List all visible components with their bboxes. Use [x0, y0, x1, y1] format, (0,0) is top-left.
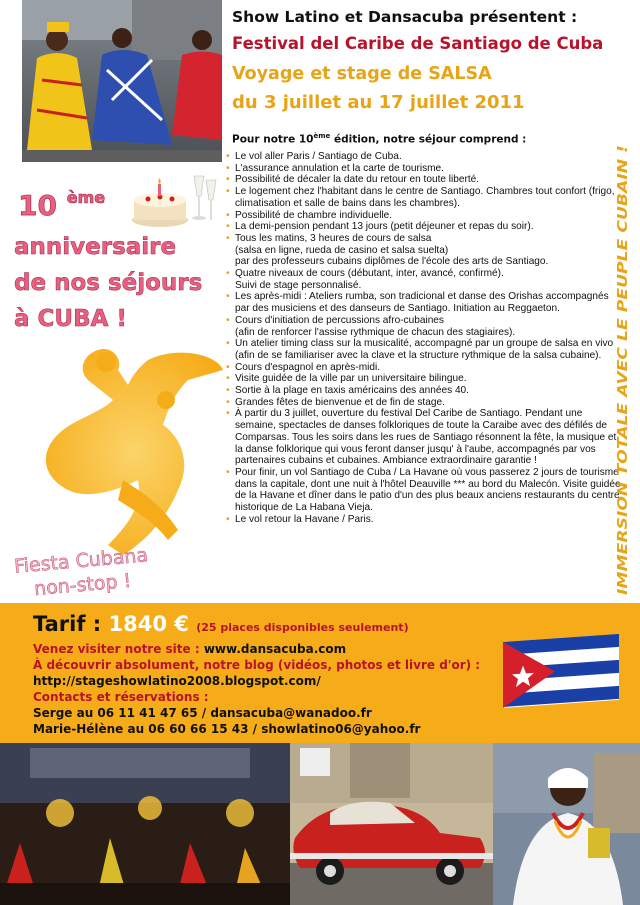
included-item: • Cours d'espagnol en après-midi.	[226, 362, 622, 374]
intro-text: Pour notre 10ème édition, notre séjour comprend :	[232, 132, 527, 146]
anniversary-number: 10 $^{ème}$	[18, 188, 106, 222]
included-item: • Possibilité de chambre individuelle.	[226, 210, 622, 222]
places-note: (25 places disponibles seulement)	[196, 621, 409, 634]
trip-subtitle: Voyage et stage de SALSA	[232, 64, 492, 84]
included-item: • À partir du 3 juillet, ouverture du festival Del Caribe de Santiago. Pendant une semaine, spectacles de danses folkloriques de toute la Caraibe avec des défilés de Comparsas. Tous les soirs dans les rues de Santiago résonnent la fête, la musique et la danse folklorique qui vous feront danser jusqu' à l'aube, accompagnés par vos partenaires cubains et cubaines. Ambiance extraordinaire garantie !	[226, 408, 622, 467]
dates-line: du 3 juillet au 17 juillet 2011	[232, 92, 525, 113]
dancers-photo	[22, 0, 222, 162]
cake-icon	[128, 170, 218, 230]
presenters-line: Show Latino et Dansacuba présentent :	[232, 8, 578, 26]
tarif-line: Tarif : 1840 € (25 places disponibles seulement)	[33, 612, 409, 636]
included-item: • Le vol aller Paris / Santiago de Cuba.	[226, 151, 622, 163]
anniversary-line2: anniversaire	[14, 234, 177, 260]
included-item: • L'assurance annulation et la carte de tourisme.	[226, 163, 622, 175]
included-item: • La demi-pension pendant 13 jours (petit déjeuner et repas du soir).	[226, 221, 622, 233]
included-item: • Sortie à la plage en taxis américains des années 40.	[226, 385, 622, 397]
contact-marie-helene: Marie-Hélène au 06 60 66 15 43 / showlatino06@yahoo.fr	[33, 722, 421, 736]
fiesta-line1: Fiesta Cubana	[13, 544, 149, 578]
included-item: • Cours d'initiation de percussions afro-cubaines (afin de renforcer l'assise rythmique de chacun des stagiaires).	[226, 315, 622, 338]
included-item: • Le vol retour la Havane / Paris.	[226, 514, 622, 526]
price: 1840 €	[108, 612, 189, 636]
visit-line: Venez visiter notre site : www.dansacuba.com	[33, 642, 347, 656]
included-item: • Grandes fêtes de bienvenue et de fin de stage.	[226, 397, 622, 409]
included-item: • Le logement chez l'habitant dans le centre de Santiago. Chambres tout confort (frigo, climatisation et salle de bains dans les chambres).	[226, 186, 622, 209]
included-item: • Quatre niveaux de cours (débutant, inter, avancé, confirmé). Suivi de stage personnalisé.	[226, 268, 622, 291]
included-item: • Un atelier timing class sur la musicalité, accompagné par un groupe de salsa en vivo (afin de se familiariser avec la clave et la structure rythmique de la salsa cubaine).	[226, 338, 622, 361]
blog-label: À découvrir absolument, notre blog (vidéos, photos et livre d'or) :	[33, 658, 481, 672]
included-item: • Visite guidée de la ville par un universitaire bilingue.	[226, 373, 622, 385]
blog-link[interactable]: http://stageshowlatino2008.blogspot.com/	[33, 674, 321, 688]
anniversary-line4: à CUBA !	[14, 306, 127, 332]
havana-car-photo	[290, 743, 493, 905]
vertical-slogan-text: IMMERSION TOTALE AVEC LE PEUPLE CUBAIN !	[615, 241, 631, 595]
festival-stage-photo	[0, 743, 290, 905]
festival-title: Festival del Caribe de Santiago de Cuba	[232, 34, 604, 53]
contacts-label: Contacts et réservations :	[33, 690, 209, 704]
contact-serge: Serge au 06 11 41 47 65 / dansacuba@wanadoo.fr	[33, 706, 372, 720]
site-link[interactable]: www.dansacuba.com	[203, 642, 347, 656]
cuban-flag-icon	[503, 634, 621, 710]
santeria-woman-photo	[493, 743, 640, 905]
included-item: • Pour finir, un vol Santiago de Cuba / La Havane où vous passerez 2 jours de tourisme dans la capitale, dont une nuit à l'hôtel Deauville *** au bord du Malecón. Visite guidée de la Havane et dîner dans le patio d'un des plus beaux anciens restaurants du centre historique de La Habana Vieja.	[226, 467, 622, 514]
vertical-slogan	[612, 140, 632, 600]
included-list	[226, 151, 622, 526]
anniversary-line3: de nos séjours	[14, 270, 203, 296]
included-item: • Tous les matins, 3 heures de cours de salsa (salsa en ligne, rueda de casino et salsa suelta) par des professeurs cubains diplômes de l'école des arts de Santiago.	[226, 233, 622, 268]
included-item: • Les après-midi : Ateliers rumba, son tradicional et danse des Orishas accompagnés par des musiciens et des danseurs de Santiago. Initiation au Reggaeton.	[226, 291, 622, 314]
dancing-couple-illustration	[28, 340, 228, 570]
included-item: • Possibilité de décaler la date du retour en toute liberté.	[226, 174, 622, 186]
fiesta-line2: non-stop !	[33, 569, 133, 601]
